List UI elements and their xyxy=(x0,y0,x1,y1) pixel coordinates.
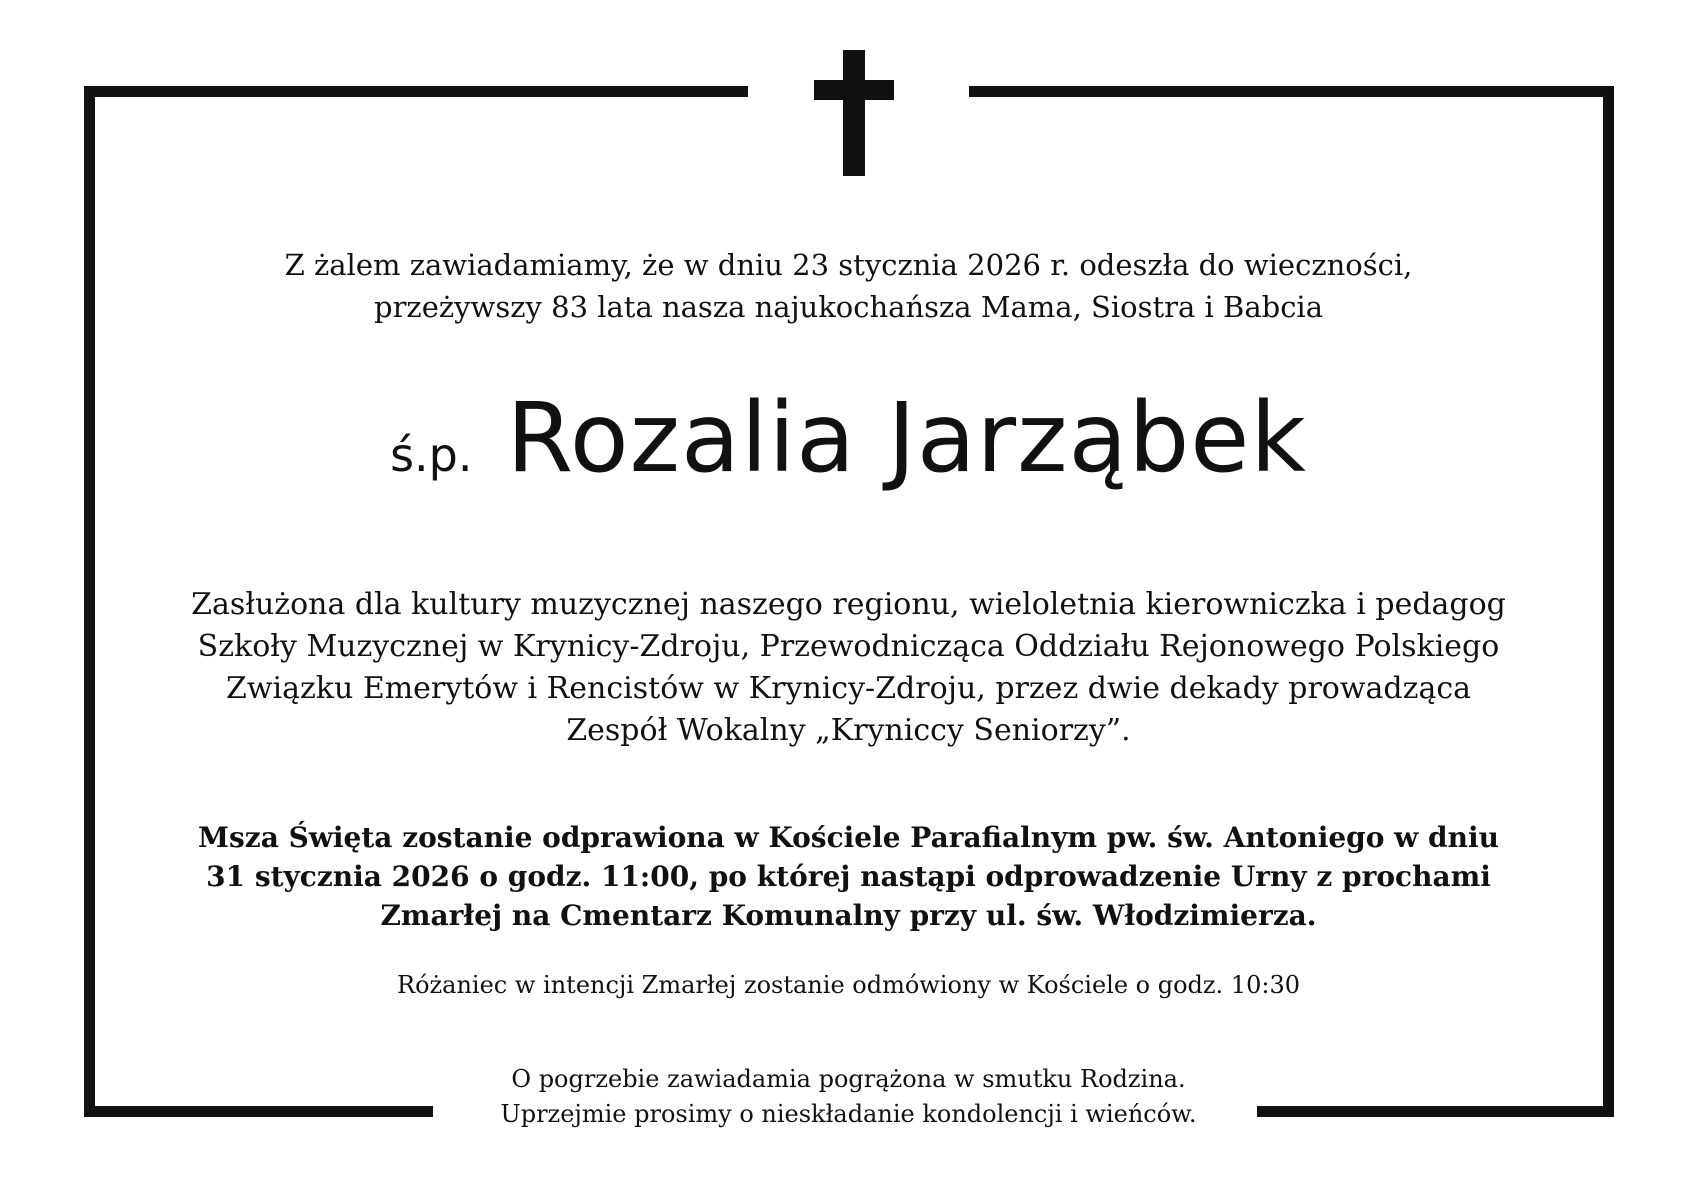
mass-line: 31 stycznia 2026 o godz. 11:00, po której nastąpi odprowadzenie Urny z prochami xyxy=(206,860,1491,893)
closing-line: O pogrzebie zawiadamia pogrążona w smutku Rodzina. xyxy=(511,1065,1186,1093)
biography-text xyxy=(0,584,1697,752)
deceased-name: Rozalia Jarząbek xyxy=(506,382,1307,494)
biography-line: Związku Emerytów i Rencistów w Krynicy-Zdroju, przez dwie dekady prowadząca xyxy=(225,671,1472,706)
mass-line: Zmarłej na Cmentarz Komunalny przy ul. św. Włodzimierza. xyxy=(380,899,1317,932)
deceased-name-row xyxy=(0,382,1697,502)
closing-line: Uprzejmie prosimy o nieskładanie kondolencji i wieńców. xyxy=(500,1100,1197,1128)
intro-line: przeżywszy 83 lata nasza najukochańsza Mama, Siostra i Babcia xyxy=(374,290,1323,324)
name-prefix: ś.p. xyxy=(390,428,473,482)
mass-info xyxy=(0,818,1697,935)
cross-icon xyxy=(814,50,894,176)
intro-line: Z żalem zawiadamiamy, że w dniu 23 stycznia 2026 r. odeszła do wieczności, xyxy=(284,248,1413,282)
intro-text xyxy=(0,244,1697,328)
frame-top-right xyxy=(969,86,1614,97)
mass-line: Msza Święta zostanie odprawiona w Kościele Parafialnym pw. św. Antoniego w dniu xyxy=(198,821,1499,854)
biography-line: Zasłużona dla kultury muzycznej naszego regionu, wieloletnia kierowniczka i pedagog xyxy=(191,587,1506,622)
biography-line: Zespół Wokalny „Kryniccy Seniorzy”. xyxy=(566,713,1131,748)
frame-top-left xyxy=(84,86,748,97)
rosary-info: Różaniec w intencji Zmarłej zostanie odmówiony w Kościele o godz. 10:30 xyxy=(397,971,1300,999)
biography-line: Szkoły Muzycznej w Krynicy-Zdroju, Przewodnicząca Oddziału Rejonowego Polskiego xyxy=(197,629,1500,664)
closing-text xyxy=(0,1062,1697,1132)
